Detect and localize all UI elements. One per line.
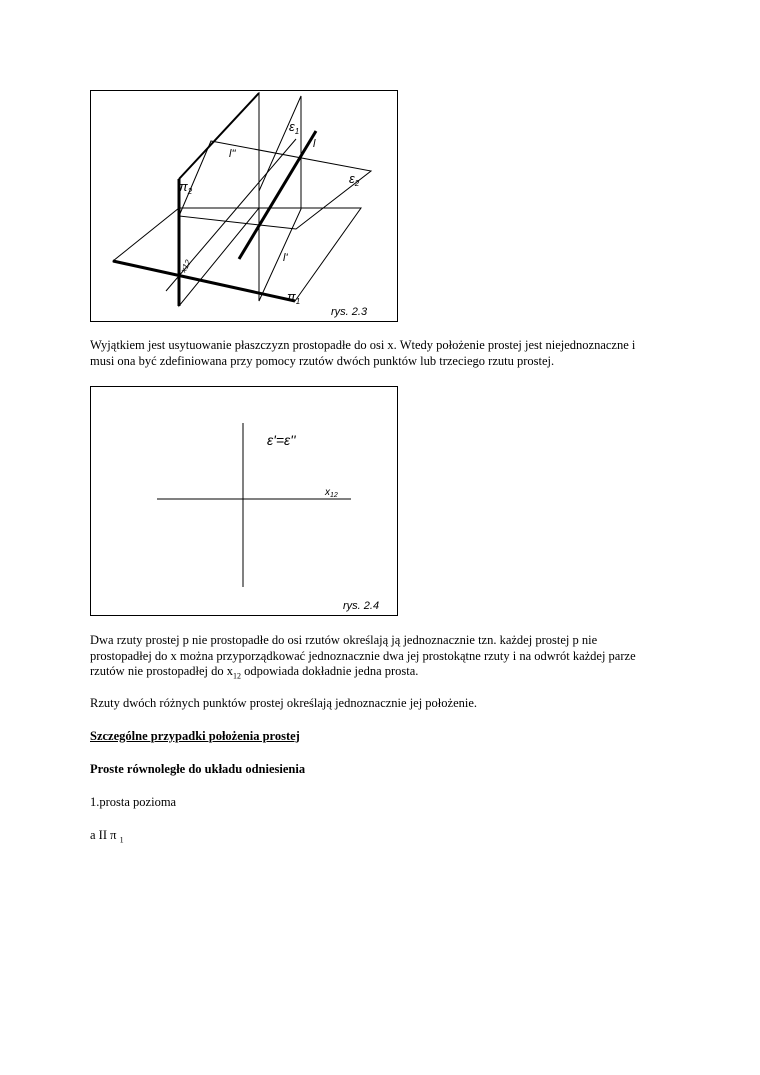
figure-rys-2-4 (90, 386, 398, 616)
figure-rys-2-4-drawing (91, 387, 397, 615)
figure-rys-2-3 (90, 90, 398, 322)
plane-pi2 (179, 93, 259, 306)
caption-rys-2-4: rys. 2.4 (343, 600, 380, 612)
heading-special-cases: Szczególne przypadki położenia prostej (90, 729, 300, 743)
paragraph-exception: Wyjątkiem jest usytuowanie płaszczyzn prostopadłe do osi x. Wtedy położenie prostej jest niejednoznaczne i musi ona być zdefiniowana przy pomocy rzutów dwóch punktów lub trzeciego rzutu prostej. (90, 338, 636, 368)
label-eps-projections: ε'=ε'' (267, 432, 296, 448)
list-item-horizontal-line: 1.prosta pozioma (90, 795, 177, 809)
label-x12-axis: $x_{12}$ (325, 487, 338, 499)
label-l-double-prime: l'' (229, 148, 236, 160)
label-pi1: $\pi_1$ (287, 289, 301, 306)
caption-rys-2-3: rys. 2.3 (331, 306, 368, 318)
label-l-prime: l' (283, 252, 288, 264)
label-x12: x12 (178, 258, 193, 274)
paragraph-two-projections: Dwa rzuty prostej p nie prostopadłe do osi rzutów określają ją jednoznacznie tzn. każdej prostej p nie prostopadłej do x można przyporządkować jednoznacznie dwa jej prostokątne rzuty i na odwrót każdej parze rzutów nie prostopadłej do $x_{12}$ odpowiada dokładnie jedna prosta. (90, 633, 636, 681)
label-pi2: $\pi_2$ (179, 179, 193, 196)
formula-a-parallel-pi1: a II π $_1$ (90, 828, 124, 845)
figure-rys-2-3-drawing (91, 91, 397, 321)
heading-parallel-lines: Proste równoległe do układu odniesienia (90, 762, 306, 776)
plane-pi2-top-edge (179, 93, 259, 179)
label-eps1: $\varepsilon_1$ (289, 119, 300, 136)
label-l: l (313, 138, 316, 150)
label-eps2: $\varepsilon_2$ (349, 171, 360, 188)
paragraph-two-points: Rzuty dwóch różnych punktów prostej określają jednoznacznie jej położenie. (90, 696, 478, 710)
